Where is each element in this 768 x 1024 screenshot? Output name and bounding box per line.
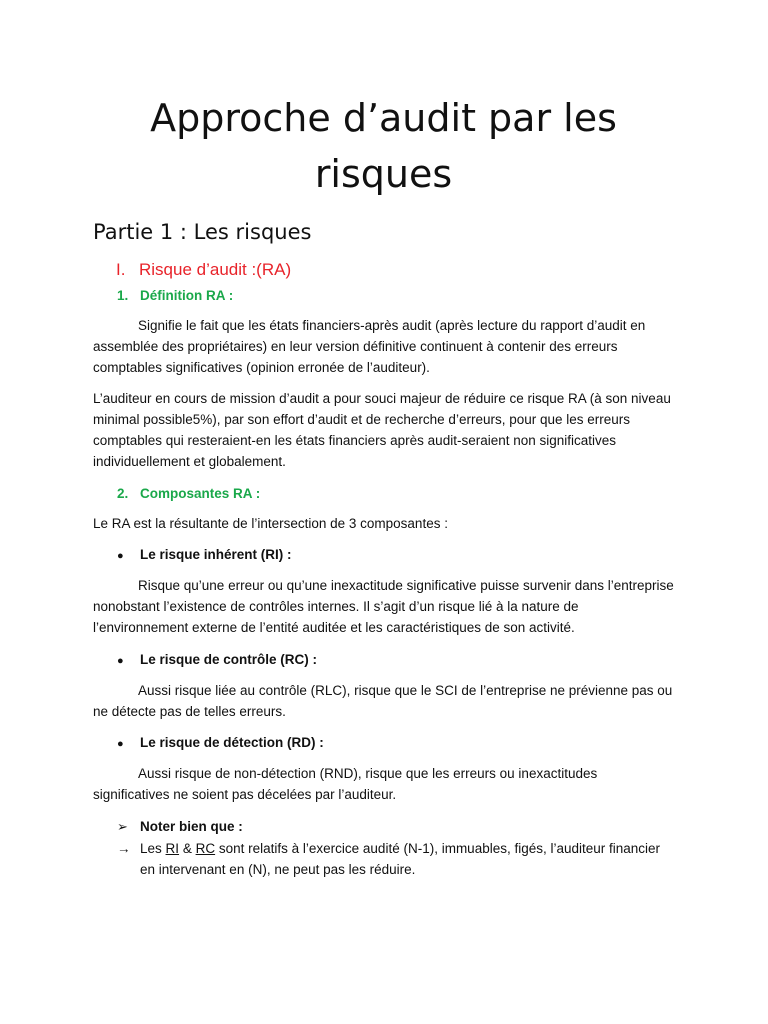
section-title-text: Risque d’audit :(RA) bbox=[139, 260, 292, 279]
section-heading bbox=[93, 258, 674, 282]
bullet-dot-icon: ● bbox=[117, 654, 124, 667]
bullet-label: Le risque inhérent (RI) : bbox=[140, 547, 292, 563]
subsection-title: Définition RA : bbox=[140, 288, 234, 303]
subsection-title: Composantes RA : bbox=[140, 485, 261, 501]
arrowhead-bullet-icon: ➢ bbox=[117, 818, 128, 834]
subsection-number: 2. bbox=[117, 485, 129, 501]
note-text bbox=[140, 839, 674, 881]
note-rc-abbr: RC bbox=[195, 840, 216, 856]
bullet-label: Le risque de détection (RD) : bbox=[140, 735, 324, 751]
note-rest: sont relatifs à l’exercice audité (N-1), immuables, figés, l’auditeur financier en intervenant en (N), ne peut pas les réduire. bbox=[140, 840, 661, 877]
title-line-2: risques bbox=[314, 152, 453, 196]
bullet-dot-icon: ● bbox=[117, 738, 124, 751]
subsection-heading-components bbox=[93, 484, 674, 504]
note-heading bbox=[93, 817, 674, 837]
subsection-number: 1. bbox=[117, 288, 129, 303]
right-arrow-icon: → bbox=[117, 840, 131, 856]
subsection-heading-definition bbox=[93, 286, 674, 306]
title-line-1: Approche d’audit par les bbox=[150, 96, 617, 140]
paragraph-definition: Signifie le fait que les états financiers-après audit (après lecture du rapport d’audit en assemblée des propriétaires) en leur version définitive continuent à contenir des erreurs comptables significatives (opinion erronée de l’auditeur). bbox=[93, 318, 646, 375]
paragraph-auditor-goal: L’auditeur en cours de mission d’audit a pour souci majeur de réduire ce risque RA (à son niveau minimal possible5%), par son effort d’audit et de recherche d’erreurs, pour que les erreurs comptables qui resteraient-en les états financiers après audit-seraient non significatives individuellement et globalement. bbox=[93, 391, 671, 469]
note-item bbox=[93, 839, 674, 881]
section-number: I. bbox=[116, 260, 126, 279]
paragraph-components-intro: Le RA est la résultante de l’intersection de 3 composantes : bbox=[93, 515, 448, 531]
note-ri-abbr: RI bbox=[165, 840, 180, 856]
bullet-label: Le risque de contrôle (RC) : bbox=[140, 651, 318, 667]
document-title bbox=[93, 90, 674, 202]
note-heading-text: Noter bien que : bbox=[140, 818, 243, 834]
bullet-risque-inherent bbox=[93, 545, 674, 566]
bullet-risque-controle bbox=[93, 650, 674, 671]
note-prefix: Les bbox=[140, 840, 162, 856]
bullet-risque-detection bbox=[93, 733, 674, 754]
paragraph-risque-detection: Aussi risque de non-détection (RND), risque que les erreurs ou inexactitudes significatives ne soient pas décelées par l’auditeur. bbox=[93, 766, 598, 803]
note-ampersand: & bbox=[182, 840, 192, 856]
paragraph-risque-inherent: Risque qu’une erreur ou qu’une inexactitude significative puisse survenir dans l’entreprise nonobstant l’existence de contrôles internes. Il s’agit d’un risque lié à la nature de l’environnement externe de l’entité auditée et les caractéristiques de son activité. bbox=[93, 578, 674, 635]
bullet-dot-icon: ● bbox=[117, 550, 124, 563]
paragraph-risque-controle: Aussi risque liée au contrôle (RLC), risque que le SCI de l’entreprise ne prévienne pas ou ne détecte pas de telles erreurs. bbox=[93, 682, 673, 719]
part-title: Partie 1 : Les risques bbox=[93, 220, 312, 244]
